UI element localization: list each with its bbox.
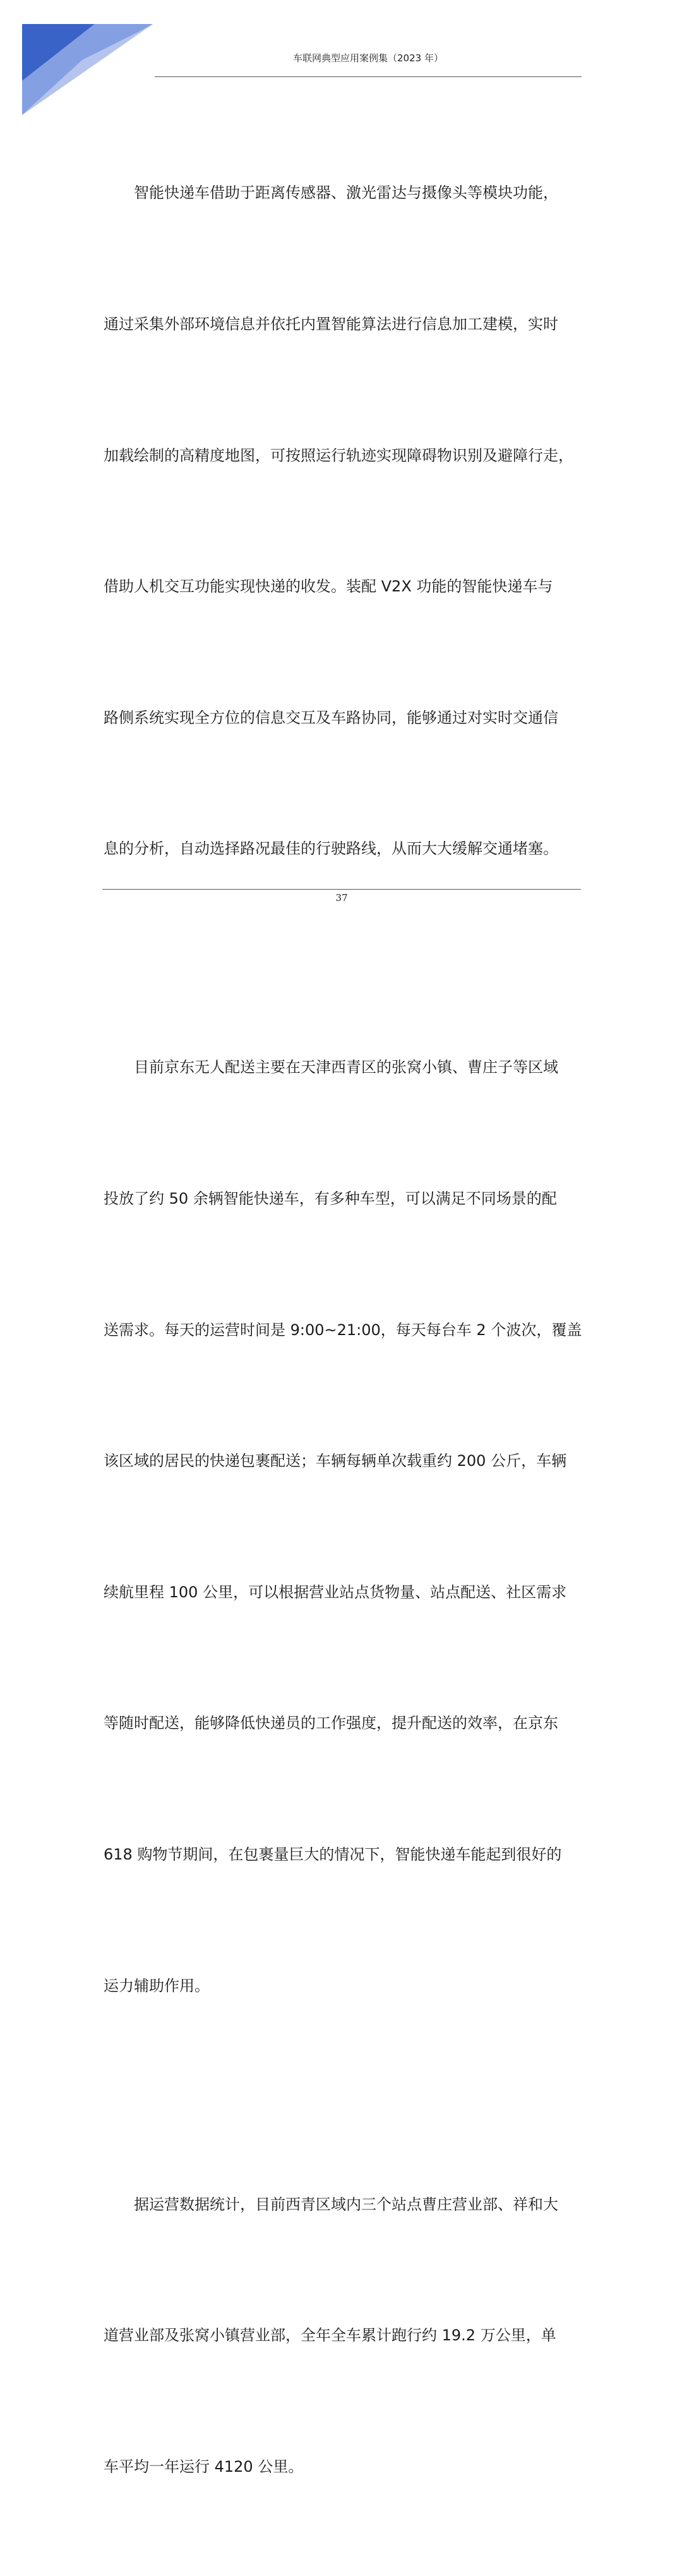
text-line: 加载绘制的高精度地图，可按照运行轨迹实现障碍物识别及避障行走， <box>104 446 573 464</box>
text-line: 运力辅助作用。 <box>104 1976 210 1995</box>
page-number: 37 <box>335 892 348 904</box>
text-line: 该区域的居民的快递包裹配送；车辆每辆单次载重约 200 公斤，车辆 <box>104 1452 567 1470</box>
text-line: 路侧系统实现全方位的信息交互及车路协同，能够通过对实时交通信 <box>104 708 558 727</box>
text-line: 续航里程 100 公里，可以根据营业站点货物量、站点配送、社区需求 <box>104 1583 567 1601</box>
text-line: 息的分析，自动选择路况最佳的行驶路线，从而大大缓解交通堵塞。 <box>104 840 558 858</box>
text-line: 智能快递车借助于距离传感器、激光雷达与摄像头等模块功能， <box>104 184 558 202</box>
paragraph-2 <box>104 958 583 2095</box>
paragraph-3 <box>104 2095 583 2576</box>
text-line: 618 购物节期间，在包裹量巨大的情况下，智能快递车能起到很好的 <box>104 1845 562 1863</box>
header-title: 车联网典型应用案例集（2023 年） <box>293 52 443 64</box>
body-text <box>104 84 583 2576</box>
header-rule <box>155 76 582 77</box>
text-line: 等随时配送，能够降低快递员的工作强度，提升配送的效率，在京东 <box>104 1714 558 1732</box>
text-line: 目前京东无人配送主要在天津西青区的张窝小镇、曹庄子等区域 <box>104 1058 558 1077</box>
text-line: 道营业部及张窝小镇营业部，全年全车累计跑行约 19.2 万公里，单 <box>104 2326 556 2345</box>
text-line: 投放了约 50 余辆智能快递车，有多种车型，可以满足不同场景的配 <box>104 1189 557 1207</box>
text-line: 据运营数据统计，目前西青区域内三个站点曹庄营业部、祥和大 <box>104 2195 558 2213</box>
text-line: 送需求。每天的运营时间是 9:00~21:00，每天每台车 2 个波次，覆盖 <box>104 1321 582 1339</box>
text-line: 车平均一年运行 4120 公里。 <box>104 2457 304 2476</box>
paragraph-1 <box>104 84 583 958</box>
footer-rule <box>102 889 581 890</box>
text-line: 通过采集外部环境信息并依托内置智能算法进行信息加工建模，实时 <box>104 315 558 333</box>
text-line: 借助人机交互功能实现快递的收发。装配 V2X 功能的智能快递车与 <box>104 577 553 596</box>
